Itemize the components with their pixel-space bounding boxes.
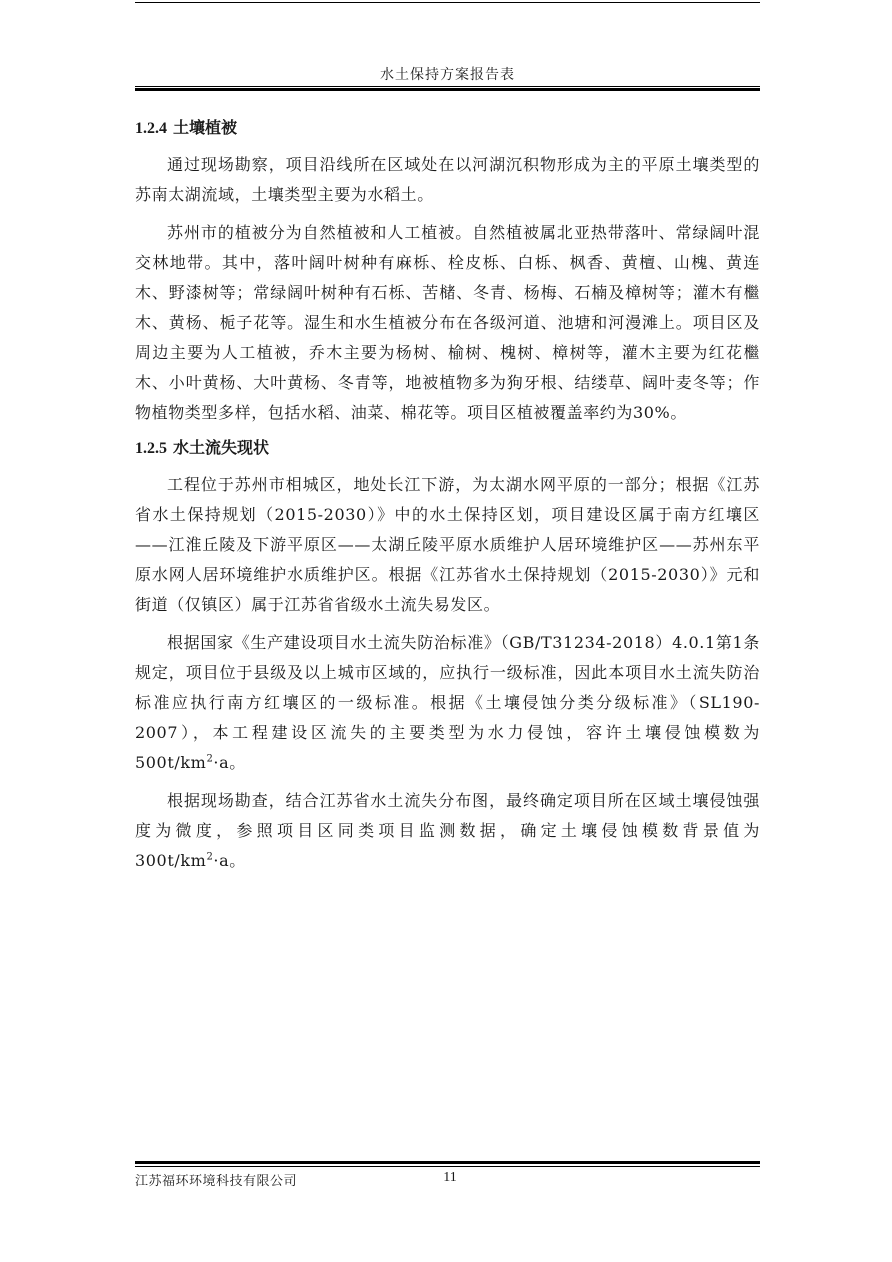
- footer-rule-thin: [135, 1166, 760, 1167]
- paragraph-vegetation: 苏州市的植被分为自然植被和人工植被。自然植被属北亚热带落叶、常绿阔叶混交林地带。其中，落叶阔叶树种有麻栎、栓皮栎、白栎、枫香、黄檀、山槐、黄连木、野漆树等；常绿阔叶树种有石栎、苦槠、冬青、杨梅、石楠及樟树等；灌木有檵木、黄杨、栀子花等。湿生和水生植被分布在各级河道、池塘和河漫滩上。项目区及周边主要为人工植被，乔木主要为杨树、榆树、槐树、樟树等，灌木主要为红花檵木、小叶黄杨、大叶黄杨、冬青等，地被植物多为狗牙根、结缕草、阔叶麦冬等；作物植物类型多样，包括水稻、油菜、棉花等。项目区植被覆盖率约为30%。: [135, 223, 760, 422]
- paragraph-erosion-background: [135, 786, 760, 876]
- header-rule-thick: [135, 88, 760, 91]
- header-rule-thin: [135, 86, 760, 87]
- section-title: 土壤植被: [173, 118, 238, 137]
- body-content: [135, 114, 760, 876]
- page-number: 11: [443, 1170, 457, 1185]
- paragraph-text: 根据国家《生产建设项目水土流失防治标准》（GB/T31234-2018）4.0.1第1条规定，项目位于县级及以上城市区域的，应执行一级标准，因此本项目水土流失防治标准应执行南方红壤区的一级标准。根据《土壤侵蚀分类分级标准》（SL190-2007），本工程建设区流失的主要类型为水力侵蚀，容许土壤侵蚀模数为500t/km: [135, 633, 760, 772]
- paragraph-text: 根据现场勘查，结合江苏省水土流失分布图，最终确定项目所在区域土壤侵蚀强度为微度，参照项目区同类项目监测数据，确定土壤侵蚀模数背景值为300t/km: [135, 791, 760, 870]
- top-edge-rule: [135, 2, 760, 3]
- footer-rule-thick: [135, 1161, 760, 1164]
- section-number: 1.2.5: [135, 440, 167, 457]
- section-heading-soil-vegetation: [135, 114, 760, 142]
- paragraph-soil: 通过现场勘察，项目沿线所在区域处在以河湖沉积物形成为主的平原土壤类型的苏南太湖流域，土壤类型主要为水稻土。: [135, 155, 760, 204]
- superscript: 2: [206, 851, 214, 863]
- unit-tail: ·a。: [213, 753, 246, 772]
- section-number: 1.2.4: [135, 120, 167, 137]
- footer-company: 江苏福环环境科技有限公司: [135, 1174, 298, 1189]
- section-title: 水土流失现状: [173, 438, 270, 457]
- unit-tail: ·a。: [213, 851, 246, 870]
- header-title: 水土保持方案报告表: [380, 67, 515, 83]
- paragraph-erosion-zoning: 工程位于苏州市相城区，地处长江下游，为太湖水网平原的一部分；根据《江苏省水土保持规划（2015-2030）》中的水土保持区划，项目建设区属于南方红壤区——江淮丘陵及下游平原区——太湖丘陵平原水质维护人居环境维护区——苏州东平原水网人居环境维护水质维护区。根据《江苏省水土保持规划（2015-2030）》元和街道（仅镇区）属于江苏省省级水土流失易发区。: [135, 475, 760, 614]
- section-heading-soil-erosion: [135, 434, 760, 462]
- superscript: 2: [206, 753, 214, 765]
- paragraph-erosion-standard: [135, 628, 760, 778]
